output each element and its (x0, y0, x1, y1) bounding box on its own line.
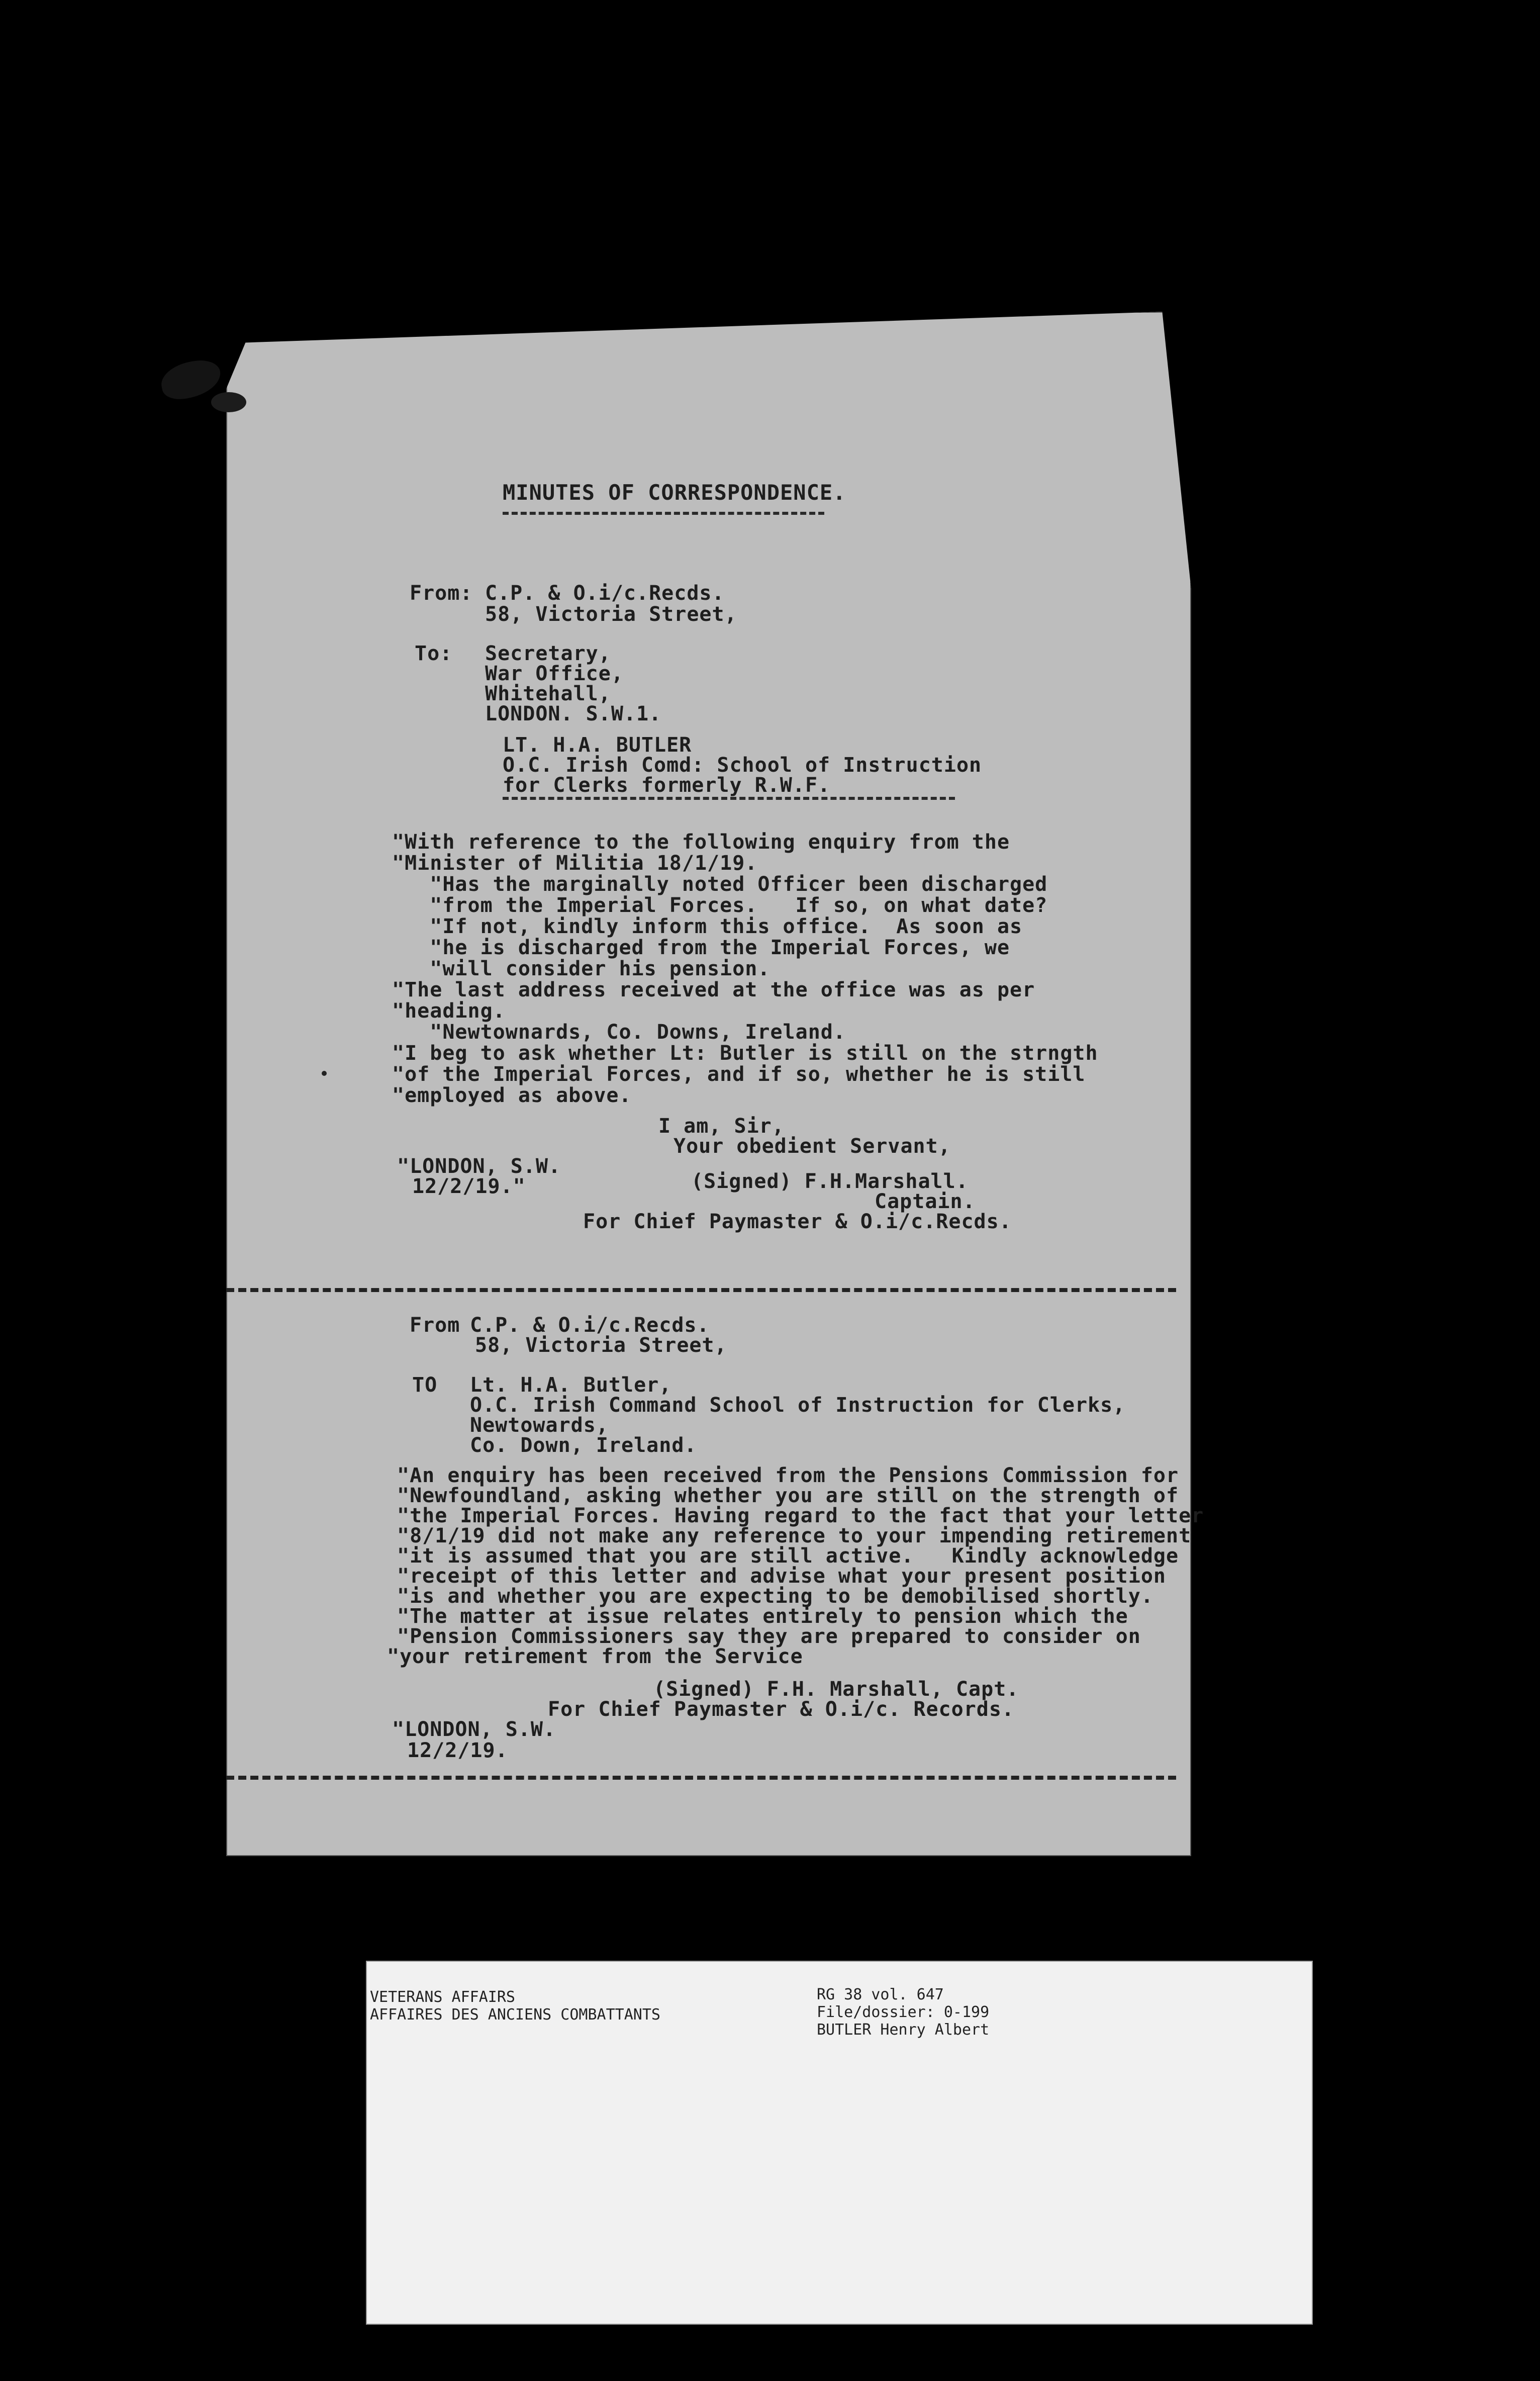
from-line: 58, Victoria Street, (485, 603, 737, 626)
to-line: O.C. Irish Command School of Instruction for Clerks, (470, 1394, 1126, 1417)
place-line: "LONDON, S.W. (392, 1718, 556, 1741)
subject-name: BUTLER Henry Albert (817, 2021, 990, 2039)
date-line: 12/2/19. (407, 1739, 508, 1762)
to-label: To: (415, 642, 453, 665)
body-line: "An enquiry has been received from the Pensions Commission for (397, 1464, 1179, 1487)
body-line: "I beg to ask whether Lt: Butler is still on the strngth (392, 1042, 1098, 1065)
rank-line: Captain. (875, 1190, 976, 1213)
from-line: C.P. & O.i/c.Recds. (485, 582, 725, 605)
record-group: RG 38 vol. 647 (817, 1986, 944, 2003)
to-label: TO (412, 1373, 438, 1397)
subject-line: for Clerks formerly R.W.F. (503, 774, 831, 797)
file-number: File/dossier: 0-199 (817, 2003, 990, 2021)
page-heading: MINUTES OF CORRESPONDENCE. (503, 480, 846, 505)
from-line: 58, Victoria Street, (475, 1334, 727, 1357)
body-line: "The last address received at the office was as per (392, 978, 1035, 1001)
body-line: "is and whether you are expecting to be demobilised shortly. (397, 1585, 1153, 1608)
to-line: Lt. H.A. Butler, (470, 1373, 672, 1397)
body-line: "heading. (392, 999, 506, 1023)
to-line: Secretary, (485, 642, 611, 665)
section-divider (226, 1776, 1176, 1780)
body-line: "Newtownards, Co. Downs, Ireland. (392, 1021, 846, 1044)
ink-stain-small (211, 392, 246, 412)
body-line: "from the Imperial Forces. If so, on what date? (392, 894, 1048, 917)
signature-line: (Signed) F.H.Marshall. (691, 1170, 969, 1193)
body-line: "he is discharged from the Imperial Forces, we (392, 936, 1010, 959)
body-line: "the Imperial Forces. Having regard to the fact that your letter (397, 1504, 1204, 1527)
margin-mark (322, 1071, 327, 1076)
to-line: Whitehall, (485, 682, 611, 705)
from-label: From (410, 1314, 460, 1337)
subject-line: O.C. Irish Comd: School of Instruction (503, 754, 982, 777)
section-divider (226, 1288, 1176, 1292)
subject-underline (503, 797, 955, 800)
body-line: "employed as above. (392, 1084, 632, 1107)
subject-line: LT. H.A. BUTLER (503, 734, 692, 757)
body-line: "The matter at issue relates entirely to pension which the (397, 1605, 1128, 1628)
body-line: "receipt of this letter and advise what your present position (397, 1565, 1167, 1588)
for-line: For Chief Paymaster & O.i/c.Recds. (583, 1210, 1012, 1233)
for-line: For Chief Paymaster & O.i/c. Records. (548, 1698, 1015, 1721)
place-line: "LONDON, S.W. (397, 1155, 561, 1178)
to-line: War Office, (485, 662, 624, 685)
body-line: "of the Imperial Forces, and if so, whether he is still (392, 1063, 1086, 1086)
body-line: "Minister of Militia 18/1/19. (392, 852, 758, 875)
heading-underline (503, 512, 824, 515)
from-label: From: (410, 582, 473, 605)
body-line: "will consider his pension. (392, 957, 771, 980)
body-line: "With reference to the following enquiry from the (392, 831, 1010, 854)
department-french: AFFAIRES DES ANCIENS COMBATTANTS (370, 2006, 660, 2024)
department-english: VETERANS AFFAIRS (370, 1988, 515, 2006)
from-line: C.P. & O.i/c.Recds. (470, 1314, 710, 1337)
date-line: 12/2/19." (412, 1175, 526, 1198)
to-line: LONDON. S.W.1. (485, 702, 662, 725)
body-line: "If not, kindly inform this office. As soon as (392, 915, 1023, 938)
to-line: Newtowards, (470, 1414, 609, 1437)
to-line: Co. Down, Ireland. (470, 1434, 697, 1457)
body-line: "Has the marginally noted Officer been discharged (392, 873, 1048, 896)
body-line: "your retirement from the Service (387, 1645, 803, 1668)
signature-line: (Signed) F.H. Marshall, Capt. (653, 1678, 1019, 1701)
closing-line: Your obedient Servant, (673, 1135, 951, 1158)
body-line: "Newfoundland, asking whether you are still on the strength of (397, 1484, 1179, 1507)
body-line: "Pension Commissioners say they are prepared to consider on (397, 1625, 1141, 1648)
closing-line: I am, Sir, (658, 1115, 785, 1138)
body-line: "it is assumed that you are still active. Kindly acknowledge (397, 1544, 1179, 1568)
body-line: "8/1/19 did not make any reference to your impending retirement (397, 1524, 1192, 1547)
